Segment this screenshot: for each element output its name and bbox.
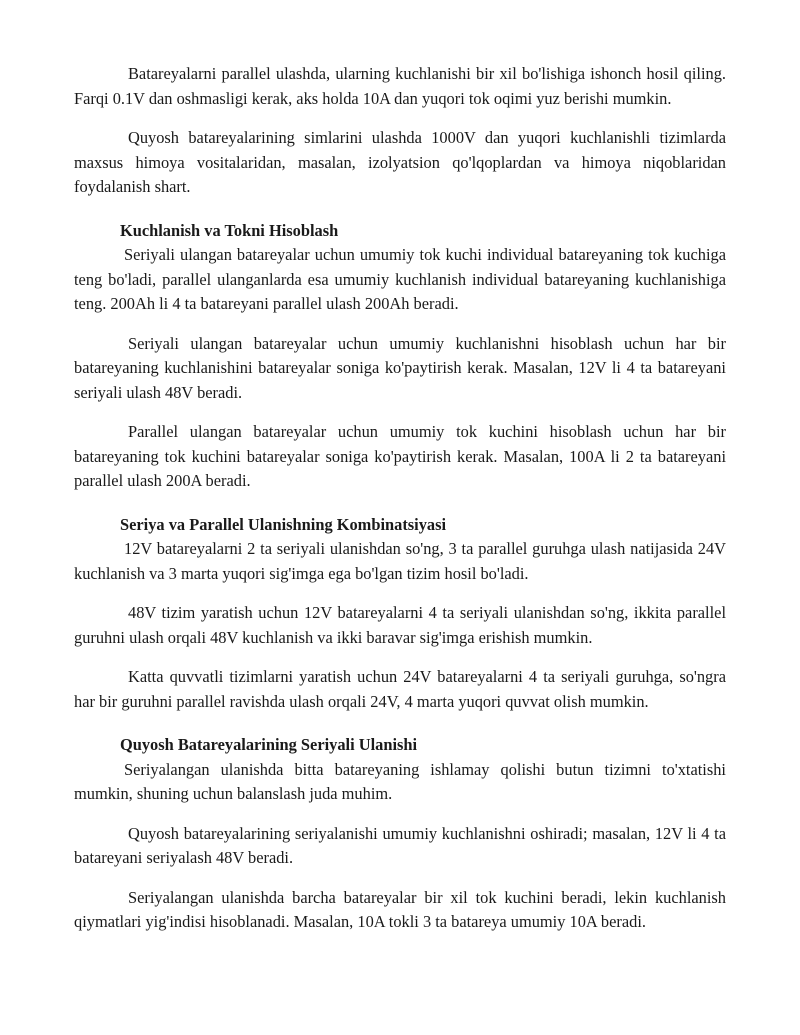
high-power-systems-paragraph: Katta quvvatli tizimlarni yaratish uchun 24V batareyalarni 4 ta seriyali guruhga, so'ngra har bir guruhni parallel ravishda ulash orqali 24V, 4 marta yuqori quvvat olish mumkin. [74,667,726,711]
solar-wiring-safety-paragraph: Quyosh batareyalarining simlarini ulashda 1000V dan yuqori kuchlanishli tizimlarda maxsus himoya vositalaridan, masalan, izolyatsion qo'lqoplardan va himoya niqoblaridan foydalanish shart. [74,128,726,196]
combination-48v-paragraph: 48V tizim yaratish uchun 12V batareyalarni 4 ta seriyali ulanishdan so'ng, ikkita parallel guruhni ulash orqali 48V kuchlanish va ikki baravar sig'imga erishish mumkin. [74,603,726,647]
solar-series-voltage-paragraph: Quyosh batareyalarining seriyalanishi umumiy kuchlanishni oshiradi; masalan, 12V li 4 ta batareyani seriyalash 48V beradi. [74,823,726,867]
series-failure-balancing-paragraph: Seriyalangan ulanishda bitta batareyaning ishlamay qolishi butun tizimni to'xtatishi mumkin, shuning uchun balanslash juda muhim. [74,759,726,803]
solar-series-connection-heading: Quyosh Batareyalarining Seriyali Ulanishi [120,735,418,754]
series-parallel-basics-paragraph: Seriyali ulangan batareyalar uchun umumiy tok kuchi individual batareyaning tok kuchiga teng bo'ladi, parallel ulanganlarda esa umumiy kuchlanish individual batareyaning kuchlanishiga teng. 200Ah li 4 ta batareyani parallel ulash 200Ah beradi. [74,245,726,313]
parallel-current-calc-paragraph: Parallel ulangan batareyalar uchun umumiy tok kuchini hisoblash uchun har bir batareyaning tok kuchini batareyalar soniga ko'paytirish kerak. Masalan, 100A li 2 ta batareyani parallel ulash 200A beradi. [74,422,726,490]
series-parallel-combination-heading: Seriya va Parallel Ulanishning Kombinatsiyasi [120,514,447,534]
intro-parallel-voltage-paragraph: Batareyalarni parallel ulashda, ularning kuchlanishi bir xil bo'lishiga ishonch hosil qiling. Farqi 0.1V dan oshmasligi kerak, aks holda 10A dan yuqori tok oqimi yuz berishi mumkin. [74,64,726,108]
document-body [74,62,726,950]
series-current-sum-paragraph: Seriyalangan ulanishda barcha batareyalar bir xil tok kuchini beradi, lekin kuchlanish qiymatlari yig'indisi hisoblanadi. Masalan, 10A tokli 3 ta batareya umumiy 10A beradi. [74,887,726,931]
combination-24v-paragraph: 12V batareyalarni 2 ta seriyali ulanishdan so'ng, 3 ta parallel guruhga ulash natijasida 24V kuchlanish va 3 marta yuqori sig'imga ega bo'lgan tizim hosil bo'ladi. [74,539,726,583]
series-voltage-calc-paragraph: Seriyali ulangan batareyalar uchun umumiy kuchlanishni hisoblash uchun har bir batareyaning kuchlanishini batareyalar soniga ko'paytirish kerak. Masalan, 12V li 4 ta batareyani seriyali ulash 48V beradi. [74,333,726,402]
voltage-current-calc-heading: Kuchlanish va Tokni Hisoblash [120,220,339,240]
